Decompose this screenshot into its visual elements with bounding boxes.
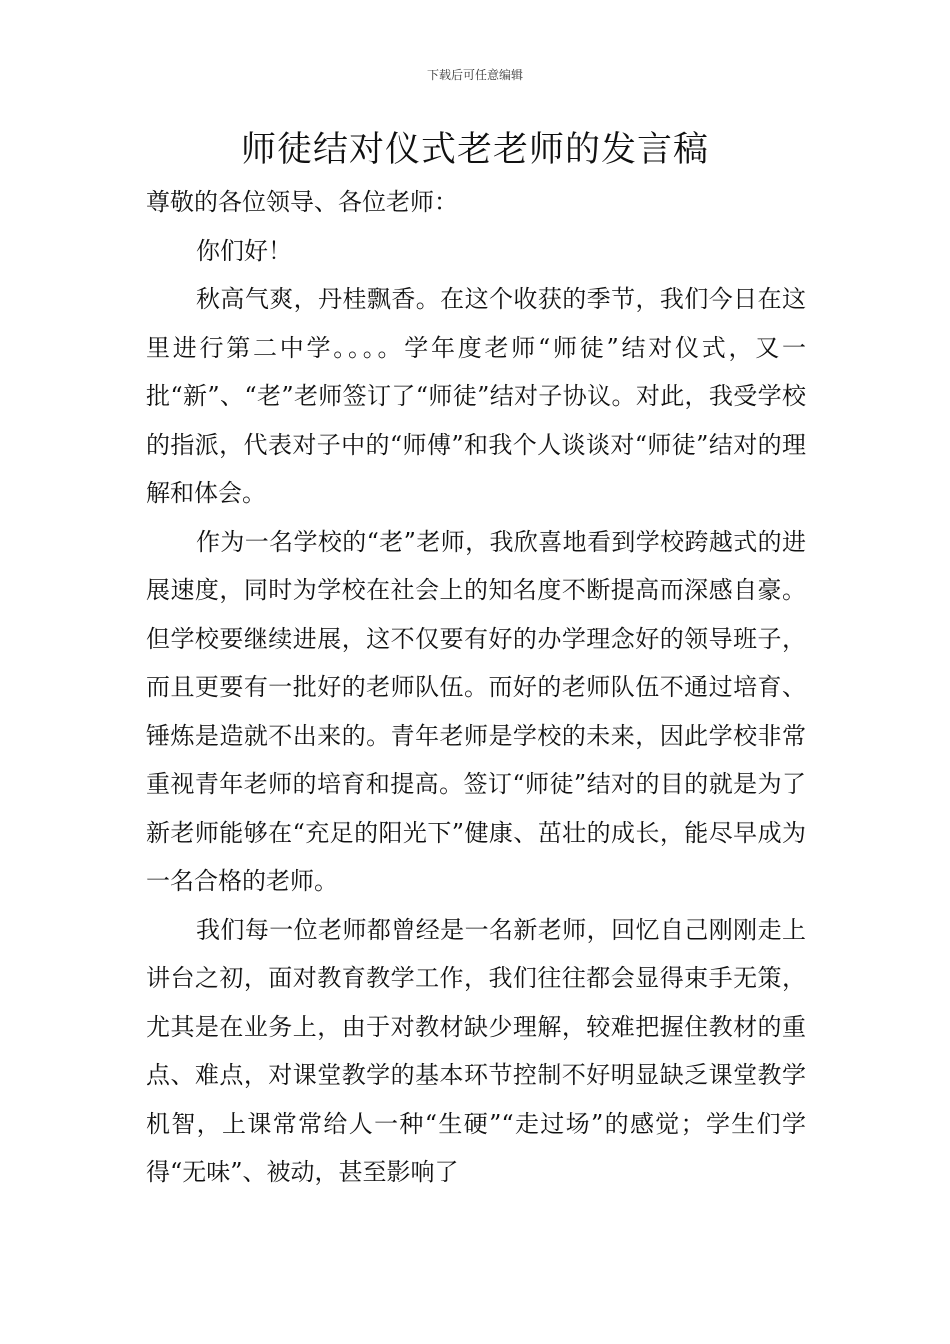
salutation: 尊敬的各位领导、各位老师： <box>146 188 458 216</box>
paragraph-3: 我们每一位老师都曾经是一名新老师，回忆自己刚刚走上讲台之初，面对教育教学工作，我们往往都会显得束手无策，尤其是在业务上，由于对教材缺少理解，较难把握住教材的重点、难点，对课堂教学的基本环节控制不好明显缺乏课堂教学机智，上课常常给人一种“生硬”“走过场”的感觉；学生们学得“无味”、被动，甚至影响了 <box>146 915 806 1186</box>
paragraph-2: 作为一名学校的“老”老师，我欣喜地看到学校跨越式的进展速度，同时为学校在社会上的知名度不断提高而深感自豪。但学校要继续进展，这不仅要有好的办学理念好的领导班子，而且更要有一批好的老师队伍。而好的老师队伍不通过培育、锤炼是造就不出来的。青年老师是学校的未来，因此学校非常重视青年老师的培育和提高。签订“师徒”结对的目的就是为了新老师能够在“充足的阳光下”健康、茁壮的成长，能尽早成为一名合格的老师。 <box>146 527 806 895</box>
paragraph-1: 秋高气爽，丹桂飘香。在这个收获的季节，我们今日在这里进行第二中学。。。。学年度老师“师徒”结对仪式，又一批“新”、“老”老师签订了“师徒”结对子协议。对此，我受学校的指派，代表对子中的“师傅”和我个人谈谈对“师徒”结对的理解和体会。 <box>146 285 806 507</box>
header-note: 下载后可任意编辑 <box>426 68 523 82</box>
document-title: 师徒结对仪式老老师的发言稿 <box>240 130 709 170</box>
greeting: 你们好！ <box>196 236 292 265</box>
document-body <box>146 178 806 1197</box>
